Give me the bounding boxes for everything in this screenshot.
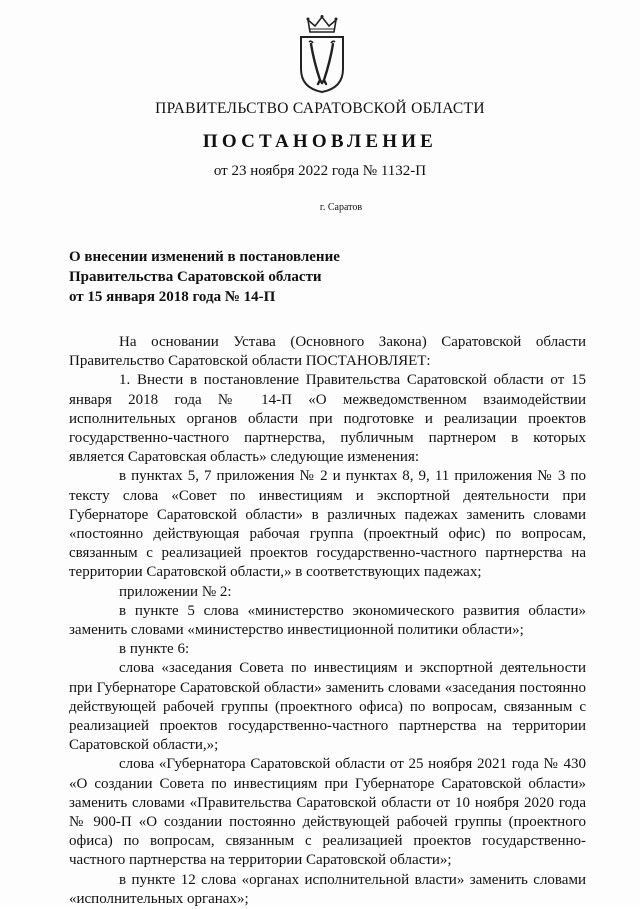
body-paragraph: в пункте 12 слова «органах исполнительной власти» заменить словами «исполнительных органах»; [69,871,586,907]
body-paragraph: 1. Внести в постановление Правительства Саратовской области от 15 января 2018 года № 14-П «О межведомственном взаимодействии исполнительных органов области при подготовке и реализации проектов государственно-частного партнерства, публичным партнером в которых является Саратовская область» следующие изменения: [69,372,586,466]
body-paragraph: в пунктах 5, 7 приложения № 2 и пунктах 8, 9, 11 приложения № 3 по тексту слова «Совет по инвестициям и экспортной деятельности при Губернаторе Саратовской области» в различных падежах заменить словами «постоянно действующая рабочая группа (проектный офис) по вопросам, связанным с реализацией проектов государственно-частного партнерства на территории Саратовской области,» в соответствующих падежах; [69,468,586,581]
body-paragraph: слова «Губернатора Саратовской области от 25 ноября 2021 года № 430 «О создании Совета по инвестициям при Губернаторе Саратовской области» заменить словами «Правительства Саратовской области от 10 ноября 2020 года № 900-П «О создании постоянно действующей рабочей группы (проектного офиса) по вопросам, связанным с реализацией проектов государственно-частного партнерства на территории Саратовской области»; [69,756,586,869]
body-paragraph: приложении № 2: [119,583,232,600]
body-paragraph: На основании Устава (Основного Закона) Саратовской области Правительство Саратовской области ПОСТАНОВЛЯЕТ: [69,334,586,370]
subject-line: от 15 января 2018 года № 14-П [69,289,276,305]
government-name: ПРАВИТЕЛЬСТВО САРАТОВСКОЙ ОБЛАСТИ [155,100,485,117]
coat-of-arms-emblem [295,14,349,94]
body-paragraph: в пункте 6: [119,641,190,658]
document-type-title: ПОСТАНОВЛЕНИЕ [202,131,438,152]
document-subject [69,247,389,307]
body-paragraph: слова «заседания Совета по инвестициям и экспортной деятельности при Губернаторе Саратовской области» заменить словами «заседания постоянно действующей рабочей группы (проектного офиса) по вопросам, связанным с реализацией проектов государственно-частного партнерства на территории Саратовской области,»; [69,660,586,754]
subject-line: Правительства Саратовской области [69,269,322,285]
body-paragraph: в пункте 5 слова «министерство экономического развития области» заменить словами «министерство инвестиционной политики области»; [69,602,586,639]
document-city: г. Саратов [319,202,363,213]
subject-line: О внесении изменений в постановление [69,249,340,265]
document-date-number: от 23 ноября 2022 года № 1132-П [213,163,427,179]
document-body [69,333,586,909]
